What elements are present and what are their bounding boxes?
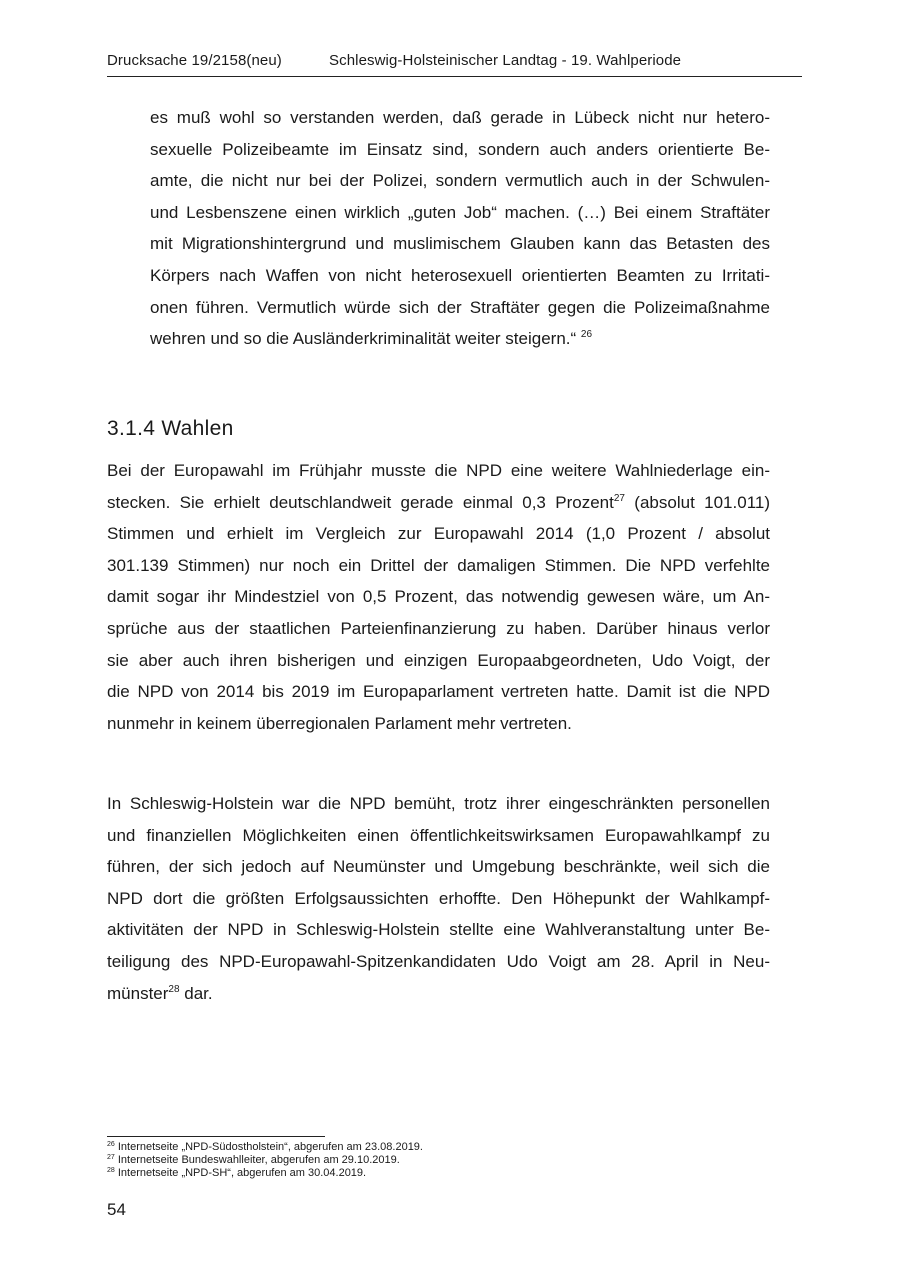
footnote — [107, 1154, 423, 1167]
footnote — [107, 1167, 423, 1180]
footnote-text: Internetseite Bundeswahlleiter, abgerufen am 29.10.2019. — [114, 1154, 400, 1166]
footnote-ref: 28 — [168, 983, 180, 995]
quote-block — [150, 102, 770, 355]
quote-line: und Lesbenszene einen wirklich „guten Job“ machen. (…) Bei einem Straftäter — [150, 202, 770, 222]
quote-line-text: wehren und so die Ausländerkriminalität weiter steigern.“ — [150, 329, 577, 349]
footnote-number: 28 — [107, 1167, 115, 1174]
paragraph-line: Bei der Europawahl im Frühjahr musste die NPD eine weitere Wahlniederlage ein- — [107, 461, 770, 480]
section-heading: 3.1.4 Wahlen — [107, 417, 234, 440]
quote-line: Körpers nach Waffen von nicht heterosexuell orientierten Beamten zu Irritati- — [150, 265, 770, 285]
paragraph-line: damit sogar ihr Mindestziel von 0,5 Prozent, das notwendig gewesen wäre, um An- — [107, 587, 770, 607]
footnote-divider — [107, 1136, 325, 1137]
footnote-ref: 26 — [580, 329, 593, 341]
footnote-text: Internetseite „NPD-SH“, abgerufen am 30.04.2019. — [114, 1167, 367, 1179]
footnote-number: 26 — [107, 1141, 115, 1148]
page-header — [107, 52, 802, 77]
paragraph-line-text: münster — [107, 983, 169, 1003]
footnote-number: 27 — [107, 1154, 115, 1161]
paragraph-line: sie aber auch ihren bisherigen und einzigen Europaabgeordneten, Udo Voigt, der — [107, 650, 770, 670]
paragraph-line: 301.139 Stimmen) nur noch ein Drittel der damaligen Stimmen. Die NPD verfehlte — [107, 555, 770, 575]
page-number: 54 — [107, 1200, 126, 1219]
paragraph-europawahl — [107, 455, 770, 739]
footnote — [107, 1141, 423, 1154]
paragraph-schleswig-holstein — [107, 788, 770, 1009]
paragraph-line-text: (absolut 101.011) — [624, 492, 770, 512]
footnote-ref: 27 — [613, 492, 625, 504]
document-number: Drucksache 19/2158(neu) — [107, 52, 282, 69]
paragraph-line: führen, der sich jedoch auf Neumünster und Umgebung beschränkte, weil sich die — [107, 857, 770, 877]
paragraph-line: NPD dort die größten Erfolgsaussichten erhoffte. Den Höhepunkt der Wahlkampf- — [107, 888, 770, 908]
paragraph-line: Stimmen und erhielt im Vergleich zur Europawahl 2014 (1,0 Prozent / absolut — [107, 524, 770, 544]
paragraph-line: sprüche aus der staatlichen Parteienfinanzierung zu haben. Darüber hinaus verlor — [107, 618, 770, 638]
footnote-text: Internetseite „NPD-Südostholstein“, abgerufen am 23.08.2019. — [114, 1141, 423, 1153]
paragraph-line: nunmehr in keinem überregionalen Parlament mehr vertreten. — [107, 713, 572, 733]
paragraph-line: In Schleswig-Holstein war die NPD bemüht, trotz ihrer eingeschränkten personellen — [107, 794, 770, 813]
paragraph-line — [107, 487, 770, 519]
quote-line — [150, 323, 770, 355]
paragraph-line: die NPD von 2014 bis 2019 im Europaparlament vertreten hatte. Damit ist die NPD — [107, 682, 770, 702]
paragraph-line-text: stecken. Sie erhielt deutschlandweit gerade einmal 0,3 Prozent — [107, 492, 614, 512]
parliament-title: Schleswig-Holsteinischer Landtag - 19. Wahlperiode — [329, 52, 682, 69]
quote-line: mit Migrationshintergrund und muslimischem Glauben kann das Betasten des — [150, 234, 770, 254]
quote-line: sexuelle Polizeibeamte im Einsatz sind, sondern auch anders orientierte Be- — [150, 139, 770, 159]
paragraph-line — [107, 978, 770, 1010]
paragraph-line: teiligung des NPD-Europawahl-Spitzenkandidaten Udo Voigt am 28. April in Neu- — [107, 951, 770, 971]
paragraph-line: und finanziellen Möglichkeiten einen öffentlichkeitswirksamen Europawahlkampf zu — [107, 825, 770, 845]
quote-line: es muß wohl so verstanden werden, daß gerade in Lübeck nicht nur hetero- — [150, 108, 770, 127]
footnotes — [107, 1141, 423, 1180]
quote-line: amte, die nicht nur bei der Polizei, sondern vermutlich auch in der Schwulen- — [150, 171, 770, 191]
paragraph-line: aktivitäten der NPD in Schleswig-Holstein stellte eine Wahlveranstaltung unter Be- — [107, 920, 770, 940]
paragraph-line-text: dar. — [179, 983, 213, 1003]
quote-line: onen führen. Vermutlich würde sich der Straftäter gegen die Polizeimaßnahme — [150, 297, 770, 317]
